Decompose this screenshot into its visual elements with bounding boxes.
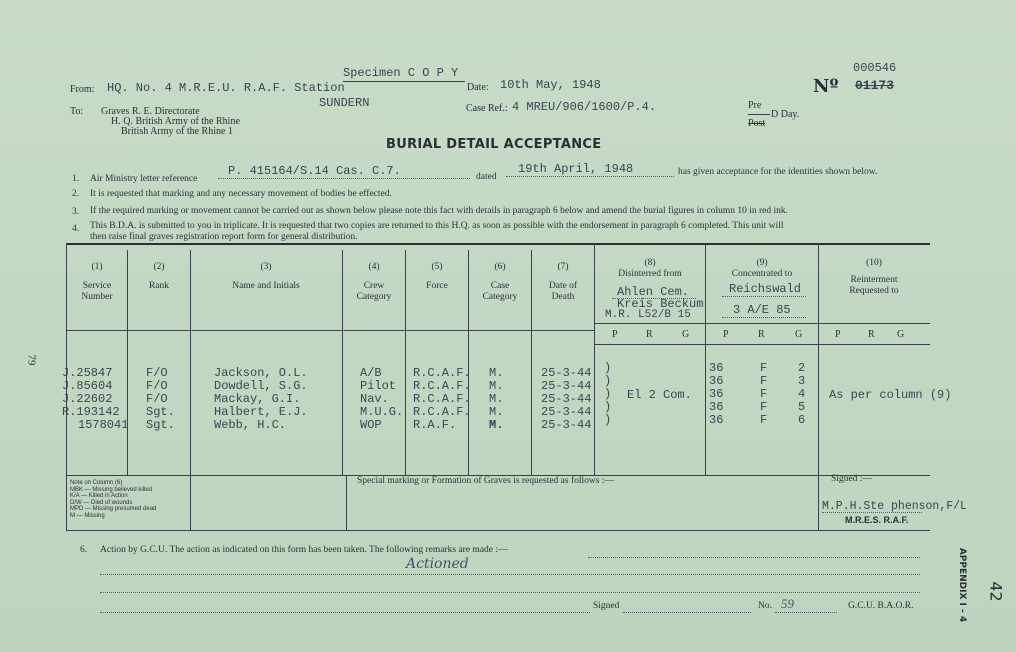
service-number: J.85604 [62,379,113,393]
date-of-death: 25-3-44 [541,405,592,419]
col-8-header: (8) Disinterred from [618,258,682,279]
crew-category: M.U.G. [360,405,404,419]
col-7-header: (7) Date of Death [548,262,578,302]
name: Halbert, E.J. [214,405,308,419]
col9-g-value: 4 [798,387,806,401]
disinterred-line-2: Kreis Beckum [617,297,704,311]
case-category: M. [489,418,504,432]
brace: ) ) ) ) ) [604,361,612,427]
handwritten-remark: Actioned [406,556,469,572]
specimen-copy-label: Specimen C O P Y [343,66,459,80]
action-number: 6. [80,545,88,555]
col-1-header: (1) Service Number [81,262,113,302]
col8-g: G [682,329,690,340]
force: R.C.A.F. [413,366,471,380]
force: R.C.A.F. [413,405,471,419]
from-value: HQ. No. 4 M.R.E.U. R.A.F. Station [107,81,345,95]
to-label: To: [70,106,84,117]
col10-p: P [835,329,841,340]
number-symbol: Nº [813,76,839,97]
action-signed-label: Signed [593,601,620,611]
to-line-3: British Army of the Rhine 1 [121,126,233,137]
service-number: J.25847 [62,366,113,380]
col-9-header: (9) Concentrated to [731,258,793,279]
para-1-date: 19th April, 1948 [518,162,634,176]
crew-category: Nav. [360,392,389,406]
date-of-death: 25-3-44 [541,379,592,393]
page-number: 42 [986,581,1006,602]
to-line-1: Graves R. E. Directorate [101,106,200,117]
col9-r-value: F [760,361,768,375]
force: R.C.A.F. [413,379,471,393]
col9-g-value: 6 [798,413,806,427]
col-3-header: (3) Name and Initials [232,262,300,291]
col-6-header: (6) Case Category [482,262,518,302]
para-1-text-b: has given acceptance for the identities shown below. [678,167,878,177]
service-number: 1578041 [78,418,129,432]
col9-g-value: 2 [798,361,806,375]
force: R.A.F. [413,418,457,432]
para-1-number: 1. [72,174,80,184]
date-label: Date: [467,82,489,93]
disinterred-line-3: M.R. L52/B 15 [605,309,691,321]
concentrated-line-2: 3 A/E 85 [733,303,791,317]
col-2-header: (2) Rank [148,262,170,291]
para-1-dated: dated [476,172,497,182]
case-category: M. [489,392,504,406]
col9-p-value: 36 [709,361,724,375]
action-no-label: No. [758,601,772,611]
note-column-6: Note on Column (6) MBK — Missing believed killed K/A — Killed in Action D/W — Died of wounds MPD — Missing presumed dead M — Missing [70,480,157,519]
signatory-unit: M.R.E.S. R.A.F. [845,515,909,525]
from-label: From: [70,84,95,95]
rank: F/O [146,379,168,393]
para-3-number: 3. [72,207,80,217]
para-2-text: It is requested that marking and any necessary movement of bodies be effected. [90,189,392,199]
para-3-text: If the required marking or movement cannot be carried out as shown below please note this fact with details in paragraph 6 below and amend the burial figures in column 10 in red ink. [90,206,789,216]
name: Dowdell, S.G. [214,379,308,393]
para-1-text-a: Air Ministry letter reference [90,174,198,184]
name: Webb, H.C. [214,418,287,432]
service-number: J.22602 [62,392,113,406]
action-no-value: 59 [781,596,794,611]
col9-r-value: F [760,374,768,388]
gcu-label: G.C.U. B.A.O.R. [848,601,914,611]
col10-g: G [897,329,905,340]
to-line-2: H. Q. British Army of the Rhine [111,116,240,127]
post-label: Post [748,118,766,129]
date-of-death: 25-3-44 [541,366,592,380]
col10-r: R [868,329,875,340]
col10-entry: As per column (9) [829,388,952,402]
date-of-death: 25-3-44 [541,418,592,432]
rank: F/O [146,366,168,380]
col-4-header: (4) Crew Category [356,262,392,302]
form-title: BURIAL DETAIL ACCEPTANCE [386,137,602,152]
para-4-number: 4. [72,224,80,234]
name: Jackson, O.L. [214,366,308,380]
rank: F/O [146,392,168,406]
col9-g: G [795,329,803,340]
col9-g-value: 5 [798,400,806,414]
case-ref-value: 4 MREU/906/1600/P.4. [512,100,657,114]
special-marking-label: Special marking or Formation of Graves is requested as follows :— [357,476,614,486]
from-value-2: SUNDERN [319,96,370,110]
air-ministry-reference: P. 415164/S.14 Cas. C.7. [228,164,401,178]
col9-p-value: 36 [709,413,724,427]
col8-p: P [612,329,618,340]
para-4-text-b: then raise final graves registration report form for general distribution. [90,232,358,242]
para-2-number: 2. [72,189,80,199]
rank: Sgt. [146,405,175,419]
appendix-label: APPENDIX I - 4 [957,547,968,623]
crew-category: Pilot [360,379,397,393]
col9-r-value: F [760,400,768,414]
col9-r-value: F [760,413,768,427]
rank: Sgt. [146,418,175,432]
service-number: R.193142 [62,405,120,419]
col8-entry: El 2 Com. [627,388,692,402]
col9-p-value: 36 [709,387,724,401]
col9-p: P [723,329,729,340]
name: Mackay, G.I. [214,392,301,406]
col8-r: R [646,329,653,340]
col-5-header: (5) Force [426,262,448,291]
disinterred-line-1: Ahlen Cem. [617,285,690,299]
case-category: M. [489,366,504,380]
force: R.C.A.F. [413,392,471,406]
col-10-header: (10) Reinterment Requested to [849,258,899,296]
crew-category: WOP [360,418,382,432]
col9-p-value: 36 [709,374,724,388]
crew-category: A/B [360,366,382,380]
struck-serial-number: 01173 [855,78,895,93]
concentrated-line-1: Reichswald [729,282,802,296]
col9-r-value: F [760,387,768,401]
pre-label: Pre [748,100,762,111]
col9-g-value: 3 [798,374,806,388]
margin-number: 79 [25,354,38,366]
action-text: Action by G.C.U. The action as indicated on this form has been taken. The following remarks are made :— [100,545,508,555]
date-of-death: 25-3-44 [541,392,592,406]
case-category: M. [489,405,504,419]
signatory-name: M.P.H.Ste phenson,F/L [822,500,967,513]
col9-p-value: 36 [709,400,724,414]
signed-label: Signed :— [831,474,872,484]
para-4-text-a: This B.D.A. is submitted to you in triplicate. It is requested that two copies are returned to this H.Q. as soon as possible with the endorsement in paragraph 6 completed. This unit will [90,221,784,231]
date-value: 10th May, 1948 [500,78,601,92]
case-ref-label: Case Ref.: [466,103,508,114]
serial-number: 000546 [853,61,897,75]
col9-r: R [758,329,765,340]
case-category: M. [489,379,504,393]
d-day-label: D Day. [771,109,800,120]
